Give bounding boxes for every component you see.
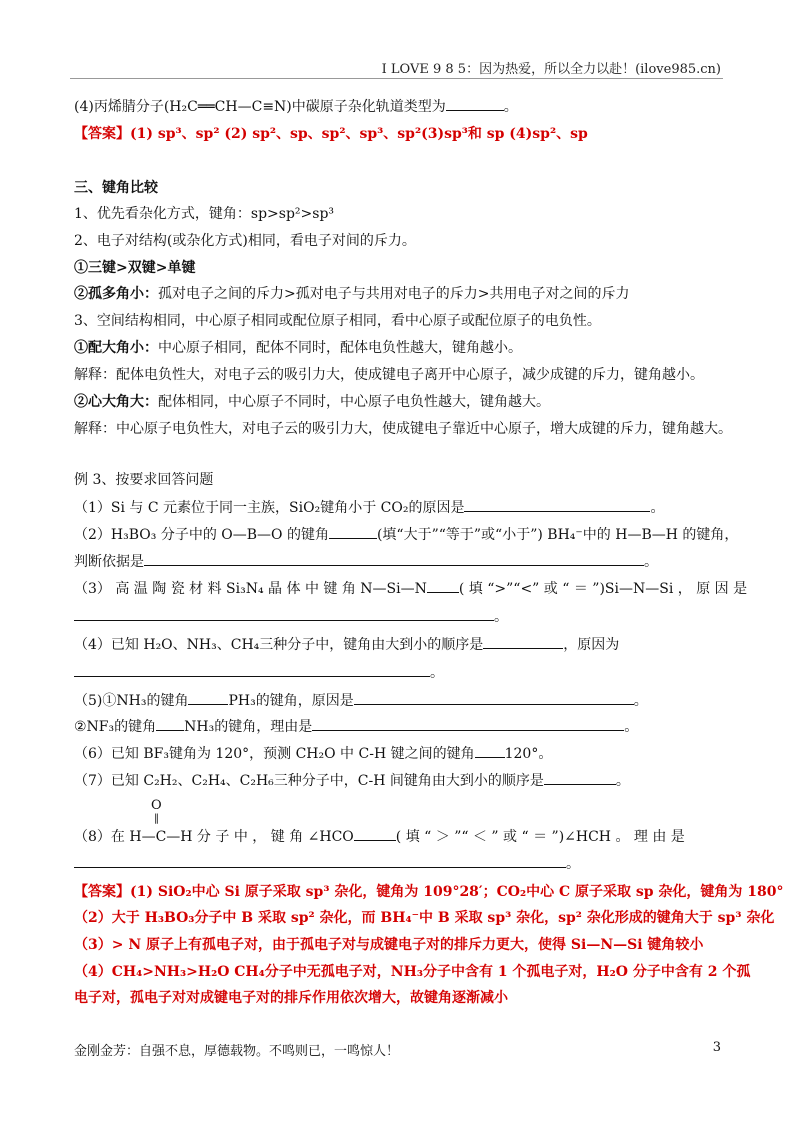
rule-2: 2、电子对结构(或杂化方式)相同，看电子对间的斥力。	[74, 233, 416, 249]
answer-blank[interactable]	[74, 606, 494, 621]
answer-blank[interactable]	[483, 634, 563, 649]
example-q2-basis: 判断依据是 。	[74, 551, 723, 572]
formaldehyde-oxygen: O	[151, 798, 162, 813]
answer-blank[interactable]	[329, 524, 377, 539]
example-q6: （6）已知 BF₃键角为 120°，预测 CH₂O 中 C-H 键之间的键角 120°。	[74, 743, 723, 764]
rule-2-1: ①三键>双键>单键	[74, 260, 196, 276]
answer-block-1: 【答案】(1) sp³、sp² (2) sp²、sp、sp²、sp³、sp²(3)sp³和 sp (4)sp²、sp	[74, 126, 588, 142]
page-header: I LOVE 9 8 5：因为热爱，所以全力以赴！(ilove985.cn)	[381, 62, 721, 77]
answer-block-2-line-4: （4）CH₄>NH₃>H₂O CH₄分子中无孤电子对，NH₃分子中含有 1 个孤电子对，H₂O 分子中含有 2 个孤	[74, 964, 751, 980]
answer-blank[interactable]	[74, 662, 430, 677]
header-rule	[70, 78, 723, 79]
example-q4: （4）已知 H₂O、NH₃、CH₄三种分子中，键角由大到小的顺序是 ，原因为	[74, 634, 723, 655]
answer-block-2-line-2: （2）大于 H₃BO₃分子中 B 采取 sp² 杂化，而 BH₄⁻中 B 采取 sp³ 杂化，sp² 杂化形成的键角大于 sp³ 杂化	[74, 910, 775, 926]
example-q3-reason: 。	[74, 606, 723, 627]
rule-2-2: ②孤多角小：孤对电子之间的斥力>孤对电子与共用对电子的斥力>共用电子对之间的斥力	[74, 286, 630, 302]
example-q7: （7）已知 C₂H₂、C₂H₄、C₂H₆三种分子中，C-H 间键角由大到小的顺序是 。	[74, 770, 723, 791]
example-q1: （1）Si 与 C 元素位于同一主族，SiO₂键角小于 CO₂的原因是 。	[74, 497, 723, 518]
answer-block-2-line-5: 电子对，孤电子对对成键电子对的排斥作用依次增大，故键角逐渐减小	[74, 990, 508, 1006]
answer-blank[interactable]	[144, 551, 644, 566]
answer-block-2-line-3: （3）> N 原子上有孤电子对，由于孤电子对与成键电子对的排斥力更大，使得 Si—N—Si 键角较小	[74, 937, 704, 953]
answer-blank[interactable]	[188, 690, 228, 705]
answer-blank[interactable]	[156, 716, 184, 731]
example-q5-2: ②NF₃的键角 NH₃的键角，理由是 。	[74, 716, 723, 737]
answer-blank[interactable]	[74, 853, 566, 868]
rule-3-1: ①配大角小：中心原子相同，配体不同时，配体电负性越大，键角越小。	[74, 340, 522, 356]
example-q2: （2）H₃BO₃ 分子中的 O—B—O 的键角 (填“大于”“等于”或“小于”) BH₄⁻中的 H—B—H 的键角，	[74, 524, 723, 545]
section-title: 三、键角比较	[74, 180, 158, 196]
page-number: 3	[712, 1040, 721, 1055]
explanation-1: 解释：配体电负性大，对电子云的吸引力大，使成键电子离开中心原子，减少成键的斥力，键角越小。	[74, 367, 704, 383]
answer-blank[interactable]	[354, 826, 396, 841]
question-4-text: (4)丙烯腈分子(H₂C══CH—C≡N)中碳原子杂化轨道类型为	[74, 99, 446, 115]
example-title: 例 3、按要求回答问题	[74, 472, 214, 488]
answer-blank[interactable]	[544, 770, 616, 785]
answer-blank[interactable]	[446, 96, 504, 111]
double-bond-mark: ‖	[154, 813, 159, 824]
answer-blank[interactable]	[312, 716, 624, 731]
example-q4-reason: 。	[74, 662, 723, 683]
answer-blank[interactable]	[464, 497, 650, 512]
footer-motto: 金刚金芳：自强不息，厚德载物。不鸣则已，一鸣惊人！	[74, 1044, 400, 1059]
rule-1: 1、优先看杂化方式，键角：sp>sp²>sp³	[74, 206, 335, 222]
rule-3-2: ②心大角大：配体相同，中心原子不同时，中心原子电负性越大，键角越大。	[74, 394, 550, 410]
example-q3: （3） 高 温 陶 瓷 材 料 Si₃N₄ 晶 体 中 键 角 N—Si—N ( 填 “>”“<” 或 “ ＝ ”)Si—N—Si ， 原 因 是	[74, 578, 723, 599]
explanation-2: 解释：中心原子电负性大，对电子云的吸引力大，使成键电子靠近中心原子，增大成键的斥力，键角越大。	[74, 421, 732, 437]
example-q5-1: （5)①NH₃的键角 PH₃的键角，原因是 。	[74, 690, 723, 711]
answer-block-2-line-1: 【答案】(1) SiO₂中心 Si 原子采取 sp³ 杂化，键角为 109°28′；CO₂中心 C 原子采取 sp 杂化，键角为 180°	[74, 884, 784, 900]
example-q8-reason: 。	[74, 853, 723, 874]
answer-blank[interactable]	[354, 690, 634, 705]
question-4: (4)丙烯腈分子(H₂C══CH—C≡N)中碳原子杂化轨道类型为 。	[74, 96, 723, 117]
answer-blank[interactable]	[427, 578, 459, 593]
example-q8: （8）在 H—C—H 分 子 中 ， 键 角 ∠HCO ( 填 “ ＞ ”“ ＜ ” 或 “ ＝ ”)∠HCH 。 理 由 是	[74, 826, 723, 847]
rule-3: 3、空间结构相同，中心原子相同或配位原子相同，看中心原子或配位原子的电负性。	[74, 313, 601, 329]
answer-blank[interactable]	[475, 743, 505, 758]
